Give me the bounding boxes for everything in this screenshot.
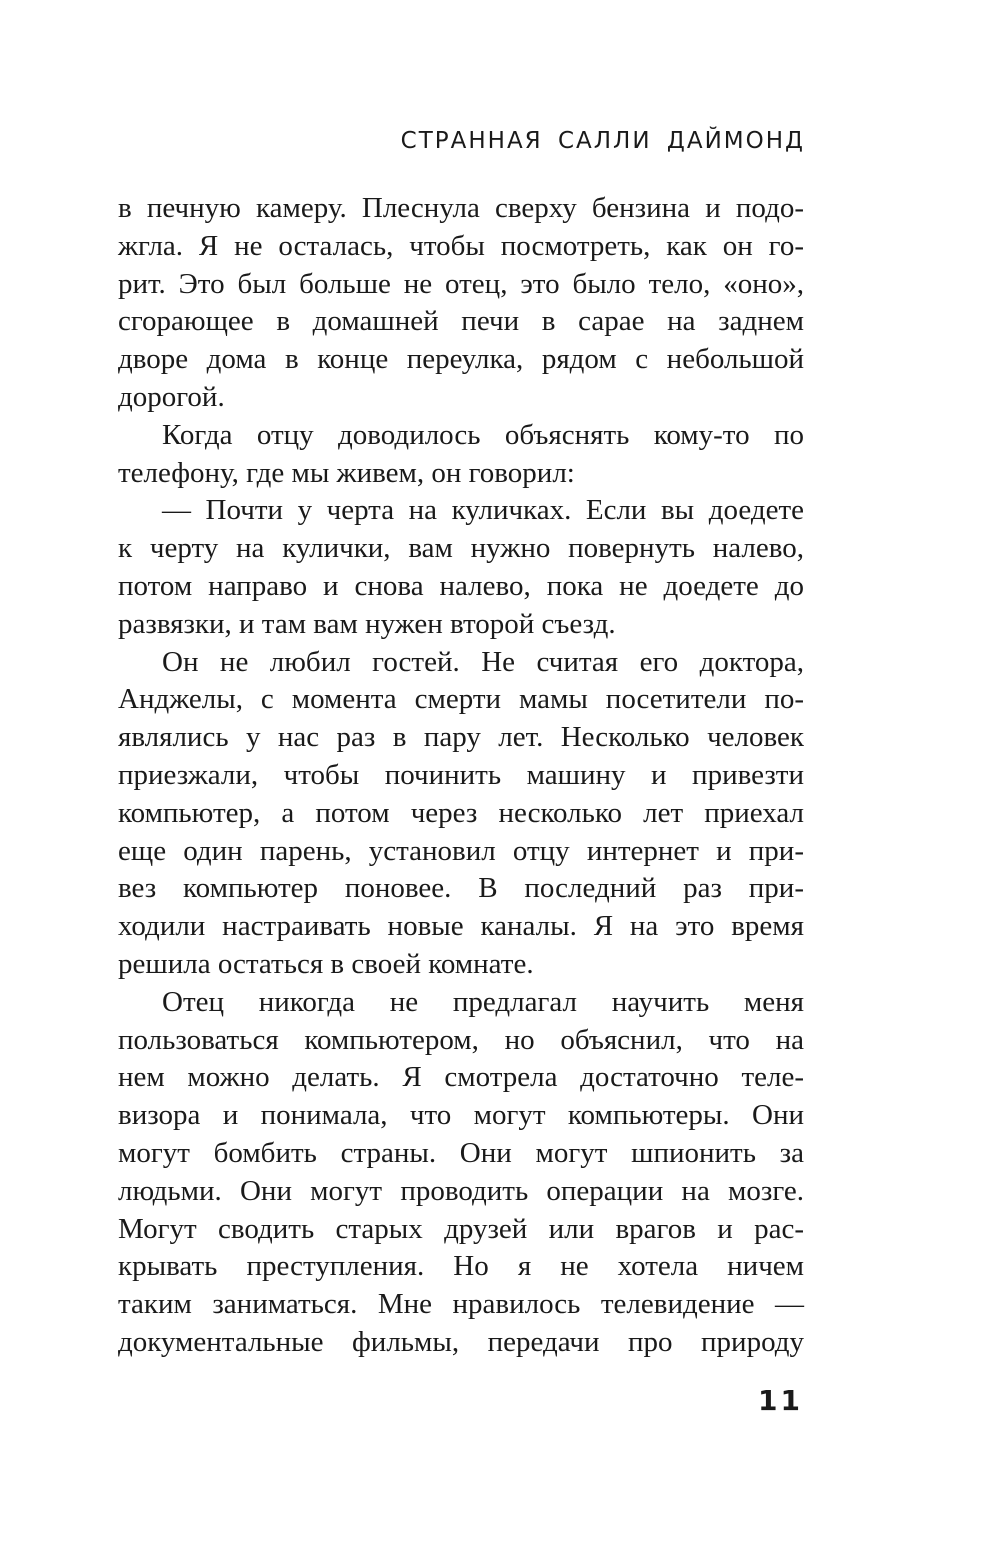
text-line: таким заниматься. Мне нравилось телевидение — <box>118 1288 804 1321</box>
text-line: развязки, и там вам нужен второй съезд. <box>118 607 616 640</box>
paragraph <box>118 644 804 984</box>
text-line: людьми. Они могут проводить операции на мозге. <box>118 1174 804 1207</box>
text-line: дорогой. <box>118 380 225 413</box>
running-head-title: СТРАННАЯ САЛЛИ ДАЙМОНД <box>400 128 805 154</box>
text-line: пользоваться компьютером, но объяснил, что на <box>118 1023 804 1056</box>
text-line: приезжали, чтобы починить машину и привезти <box>118 758 804 791</box>
text-line: являлись у нас раз в пару лет. Несколько человек <box>118 721 804 754</box>
text-line: Когда отцу доводилось объяснять кому-то по <box>162 418 804 451</box>
text-line: сгорающее в домашней печи в сарае на заднем <box>118 305 804 338</box>
text-line: рит. Это был больше не отец, это было тело, «оно», <box>118 267 804 300</box>
body-text <box>118 190 804 1362</box>
text-line: документальные фильмы, передачи про природу <box>118 1325 804 1358</box>
text-line: могут бомбить страны. Они могут шпионить за <box>118 1136 804 1169</box>
paragraph <box>118 417 804 493</box>
page-number: 11 <box>758 1384 803 1417</box>
text-line: ходили настраивать новые каналы. Я на это время <box>118 910 804 943</box>
text-line: компьютер, а потом через несколько лет приехал <box>118 796 804 829</box>
text-line: телефону, где мы живем, он говорил: <box>118 456 575 489</box>
text-line: решила остаться в своей комнате. <box>118 947 534 980</box>
paragraph <box>118 984 804 1362</box>
text-line: дворе дома в конце переулка, рядом с небольшой <box>118 343 804 376</box>
text-line: в печную камеру. Плеснула сверху бензина и подо- <box>118 192 804 224</box>
text-line: еще один парень, установил отцу интернет и при- <box>118 834 804 867</box>
paragraph <box>118 190 804 417</box>
text-line: потом направо и снова налево, пока не доедете до <box>118 569 804 602</box>
text-line: — Почти у черта на куличках. Если вы доедете <box>162 494 804 527</box>
text-line: к черту на кулички, вам нужно повернуть налево, <box>118 532 804 565</box>
text-line: Могут сводить старых друзей или врагов и рас- <box>118 1212 804 1245</box>
text-line: вез компьютер поновее. В последний раз при- <box>118 872 804 905</box>
text-line: жгла. Я не осталась, чтобы посмотреть, как он го- <box>118 229 804 262</box>
text-line: Анджелы, с момента смерти мамы посетители по- <box>118 683 804 716</box>
text-line: Он не любил гостей. Не считая его доктора, <box>162 645 804 678</box>
paragraph <box>118 492 804 643</box>
text-line: нем можно делать. Я смотрела достаточно теле- <box>118 1061 804 1094</box>
text-line: Отец никогда не предлагал научить меня <box>162 985 804 1018</box>
text-line: крывать преступления. Но я не хотела ничем <box>118 1250 804 1283</box>
text-line: визора и понимала, что могут компьютеры. Они <box>118 1099 804 1132</box>
